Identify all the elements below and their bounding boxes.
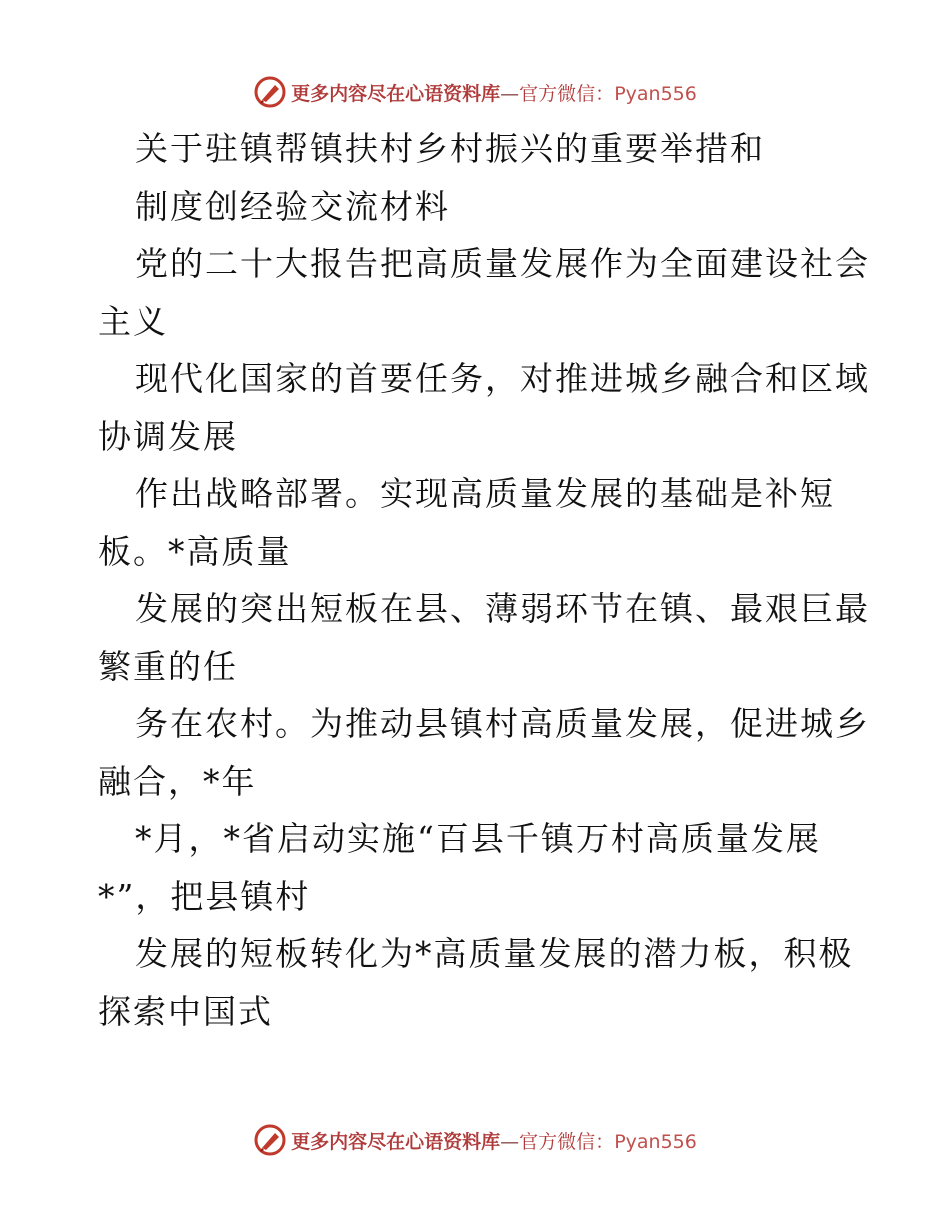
title-line-1: 关于驻镇帮镇扶村乡村振兴的重要举措和: [135, 129, 765, 168]
watermark-brand: 更多内容尽在心语资料库: [291, 82, 501, 105]
paragraph-line: *”，把县镇村: [98, 876, 311, 916]
paragraph-line: 繁重的任: [98, 646, 238, 686]
watermark-wechat-id: Pyan556: [614, 82, 697, 105]
paragraph-line: 现代化国家的首要任务，对推进城乡融合和区域: [135, 359, 870, 398]
paragraph-line: 党的二十大报告把高质量发展作为全面建设社会: [135, 244, 870, 283]
pen-logo-icon: [253, 75, 287, 109]
footer-watermark: [0, 1120, 950, 1160]
watermark-separator: —: [500, 1130, 520, 1153]
paragraph-line: 作出战略部署。实现高质量发展的基础是补短: [135, 474, 835, 513]
watermark-text: [291, 1127, 697, 1154]
watermark-brand: 更多内容尽在心语资料库: [291, 1130, 501, 1153]
paragraph-line: *月，*省启动实施“百县千镇万村高质量发展: [135, 819, 821, 858]
paragraph-line: 融合，*年: [98, 761, 257, 801]
watermark-suffix: 官方微信：: [519, 82, 615, 105]
paragraph-line: 探索中国式: [98, 991, 273, 1031]
watermark-separator: —: [500, 82, 520, 105]
paragraph-line: 务在农村。为推动县镇村高质量发展，促进城乡: [135, 704, 870, 743]
pen-logo-icon: [253, 1123, 287, 1157]
paragraph-line: 协调发展: [98, 416, 238, 456]
document-body: [98, 120, 870, 1040]
watermark-wechat-id: Pyan556: [614, 1130, 697, 1153]
paragraph-line: 发展的短板转化为*高质量发展的潜力板，积极: [135, 934, 854, 973]
header-watermark: [0, 72, 950, 112]
paragraph-line: 主义: [98, 301, 168, 341]
paragraph-line: 发展的突出短板在县、薄弱环节在镇、最艰巨最: [135, 589, 870, 628]
watermark-text: [291, 79, 697, 106]
paragraph-line: 板。*高质量: [98, 531, 292, 571]
title-line-2: 制度创经验交流材料: [135, 186, 450, 226]
watermark-suffix: 官方微信：: [519, 1130, 615, 1153]
